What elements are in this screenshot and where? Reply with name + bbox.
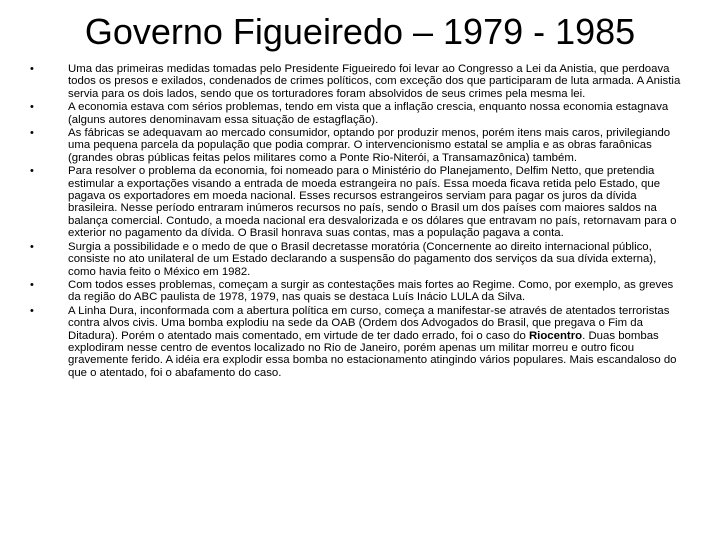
bullet-item-fabricas [30, 127, 685, 164]
bullet-text: Surgia a possibilidade e o medo de que o Brasil decretasse moratória (Concernente ao direito internacional público, consiste no ato unilateral de um Estado declarando a suspensão do pagamento dos serviços da sua dívida externa), como havia feito o México em 1982. [68, 240, 657, 278]
bullet-list [30, 63, 685, 380]
bullet-text-before: A Linha Dura, inconformada com a abertura política em curso, começa a manifestar-se através de atentados terroristas contra alvos civis. Uma bomba explodiu na sede da OAB (Ordem dos Advogados do Brasil, que pregava o Fim da Ditadura). Porém o atentado mais comentado, em virtude de ter dado errado, foi o caso do [68, 304, 670, 342]
bullet-item-linha-dura [30, 305, 685, 379]
bullet-item-moratoria [30, 241, 685, 278]
bullet-text: Com todos esses problemas, começam a surgir as contestações mais fortes ao Regime. Como, por exemplo, as greves da região do ABC paulista de 1978, 1979, nas quais se destaca Luís Inácio LULA da Silva. [68, 278, 674, 304]
bullet-dot-icon: • [30, 63, 34, 75]
bullet-item-delfim-netto [30, 165, 685, 239]
bullet-dot-icon: • [30, 127, 34, 140]
bullet-dot-icon: • [30, 101, 34, 114]
bullet-dot-icon: • [30, 278, 34, 291]
bullet-text: Para resolver o problema da economia, foi nomeado para o Ministério do Planejamento, Delfim Netto, que pretendia estimular a exportações visando a entrada de moeda estrangeira no país. Essa moeda ficava retida pelo Estado, que pagava os exportadores em moeda nacional. Esses recursos estrangeiros serviam para pagar os juros da dívida brasileira. Nesse período entraram inúmeros recursos no país, sendo o Brasil um dos países com maiores saldos na balança comercial. Contudo, a moeda nacional era desvalorizada e os dólares que entravam no país, retornavam para o exterior no pagamento da dívida. O Brasil honrava suas contas, mas a população pagava a conta. [68, 165, 677, 240]
bullet-text: As fábricas se adequavam ao mercado consumidor, optando por produzir menos, porém itens mais caros, privilegiando uma pequena parcela da população que podia comprar. O intervencionismo estatal se amplia e as obras faraônicas (grandes obras públicas feitas pelos militares como a Ponte Rio-Niterói, a Transamazônica) também. [68, 127, 671, 164]
bullet-text: Uma das primeiras medidas tomadas pelo Presidente Figueiredo foi levar ao Congresso a Lei da Anistia, que perdoava todos os presos e exilados, condenados de crimes políticos, com exceção dos que participaram de luta armada. A Anistia servia para os dois lados, sendo que os torturadores foram absolvidos de seus crimes pela mesma lei. [68, 63, 681, 100]
slide-title: Governo Figueiredo – 1979 - 1985 [84, 11, 636, 52]
bullet-dot-icon: • [30, 304, 34, 317]
bullet-text: A economia estava com sérios problemas, tendo em vista que a inflação crescia, enquanto nossa economia estagnava (alguns autores denominavam essa situação de estagflação). [68, 101, 669, 126]
bullet-dot-icon: • [30, 165, 34, 178]
bullet-text-bold: Riocentro [528, 329, 583, 342]
bullet-text-after: . Duas bombas explodiram nesse centro de eventos localizado no Rio de Janeiro, porém apenas um militar morreu e outro ficou gravemente ferido. A idéia era explodir essa bomba no estacionamento atingindo vários populares. Mais escandaloso do que o atentado, foi o abafamento do caso. [68, 329, 677, 379]
bullet-dot-icon: • [30, 240, 34, 253]
bullet-item-contestacoes [30, 279, 685, 304]
bullet-item-economia [30, 101, 685, 126]
bullet-item-anistia [30, 63, 685, 100]
